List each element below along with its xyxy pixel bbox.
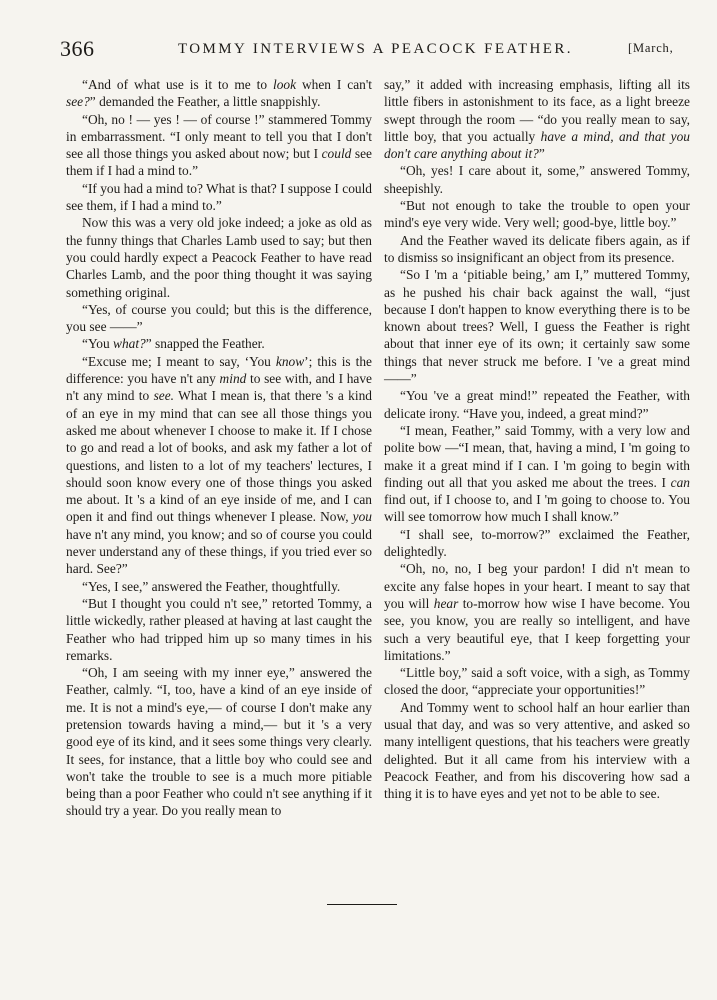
issue-month: [March, (628, 41, 674, 55)
paragraph: And the Feather waved its delicate fibers again, as if to dismiss so insignificant an object from its presence. (384, 232, 690, 265)
paragraph: “But not enough to take the trouble to open your mind's eye very wide. Very well; good-bye, little boy.” (384, 198, 690, 231)
paragraph: And Tommy went to school half an hour earlier than usual that day, and was so very attentive, and asked so many intelligent questions, that his teachers were greatly delighted. But it all came from his interview with a Peacock Feather, and from his discovering how sad a thing it is to have eyes and yet not to be able to see. (384, 699, 690, 802)
paragraph: “Oh, I am seeing with my inner eye,” answered the Feather, calmly. “I, too, have a kind of an eye inside of me. It is not a mind's eye,— of course I don't make any pretension towards having a mind,— but it 's a very good eye of its kind, and it sees some things very clearly. It sees, for instance, that a little boy who could see and won't take the trouble to see is a much more pitiable being than a poor Feather who could n't see anything if it should try a year. Do you really mean to (66, 665, 372, 819)
end-rule (327, 904, 397, 905)
paragraph: “Excuse me; I meant to say, ‘You know’; this is the difference: you have n't any mind to see with, and I have n't any mind to see. What I mean is, that there 's a kind of an eye in my mind that can see all those things you asked me about whenever I choose to make it. If I chose to go and read a lot of books, and ask my father a lot of questions, and listen to a lot of my teachers' lectures, I should soon know every one of those things you asked me about. It 's a kind of an eye inside of me, and I can open it and find out things whenever I please. Now, you have n't any mind, you know; and so of course you could never understand any of these things, if you tried ever so hard. See?” (66, 353, 373, 577)
paragraph: “Oh, no ! — yes ! — of course !” stammered Tommy in embarrassment. “I only meant to tell you that I don't see all those things you asked about now; but I could see them if I had a mind to.” (66, 111, 373, 179)
paragraph: Now this was a very old joke indeed; a joke as old as the funny things that Charles Lamb used to say; but then you could hardly expect a Peacock Feather to have read Charles Lamb, and the poor thing thought it was saying something original. (66, 215, 372, 300)
page-header (60, 36, 710, 60)
paragraph: “So I 'm a ‘pitiable being,’ am I,” muttered Tommy, as he pushed his chair back against the wall, “just because I don't happen to know everything there is to be known about trees? Well, I guess the Feather is right about that inner eye of its own; it certainly saw some things that never struck me before. I 've a great mind ——” (384, 267, 690, 387)
paragraph: “Little boy,” said a soft voice, with a sigh, as Tommy closed the door, “appreciate your opportunities!” (384, 665, 690, 698)
left-column (66, 76, 372, 820)
paragraph: “I mean, Feather,” said Tommy, with a very low and polite bow —“I mean, that, having a mind, I 'm going to make it a great mind if I can. I 'm going to begin with finding out all that you asked me about the trees. I can find out, if I choose to, and I 'm going to choose to. You will see tomorrow how much I shall know.” (384, 422, 690, 525)
paragraph: “Oh, no, no, I beg your pardon! I did n't mean to excite any false hopes in your heart. I meant to say that you will hear to-morrow how wise I have become. You see, you know, you are really so intelligent, and have such a very beautiful eye, that I keep forgetting your limitations.” (384, 561, 690, 663)
paragraph: “I shall see, to-morrow?” exclaimed the Feather, delightedly. (384, 526, 690, 560)
right-column (384, 76, 690, 802)
paragraph: say,” it added with increasing emphasis, lifting all its little fibers in astonishment to its face, as a light breeze swept through the room — “do you really mean to say, little boy, that you actually have a mind, and that you don't care anything about it?” (384, 77, 690, 162)
paragraph: “Yes, of course you could; but this is the difference, you see ——” (66, 301, 372, 335)
paragraph: “Oh, yes! I care about it, some,” answered Tommy, sheepishly. (384, 163, 690, 196)
paragraph: “You 've a great mind!” repeated the Feather, with delicate irony. “Have you, indeed, a great mind?” (384, 388, 690, 421)
paragraph: “If you had a mind to? What is that? I suppose I could see them, if I had a mind to.” (66, 180, 372, 214)
paragraph: “But I thought you could n't see,” retorted Tommy, a little wickedly, rather pleased at having at last caught the Feather who had tripped him up so many times in his remarks. (66, 595, 372, 663)
running-title: TOMMY INTERVIEWS A PEACOCK FEATHER. (178, 41, 573, 57)
paragraph: “You what?” snapped the Feather. (82, 336, 265, 352)
paragraph: “Yes, I see,” answered the Feather, thoughtfully. (82, 578, 341, 594)
page-number: 366 (60, 36, 95, 61)
paragraph: “And of what use is it to me to look when I can't see?” demanded the Feather, a little snappishly. (66, 77, 372, 110)
